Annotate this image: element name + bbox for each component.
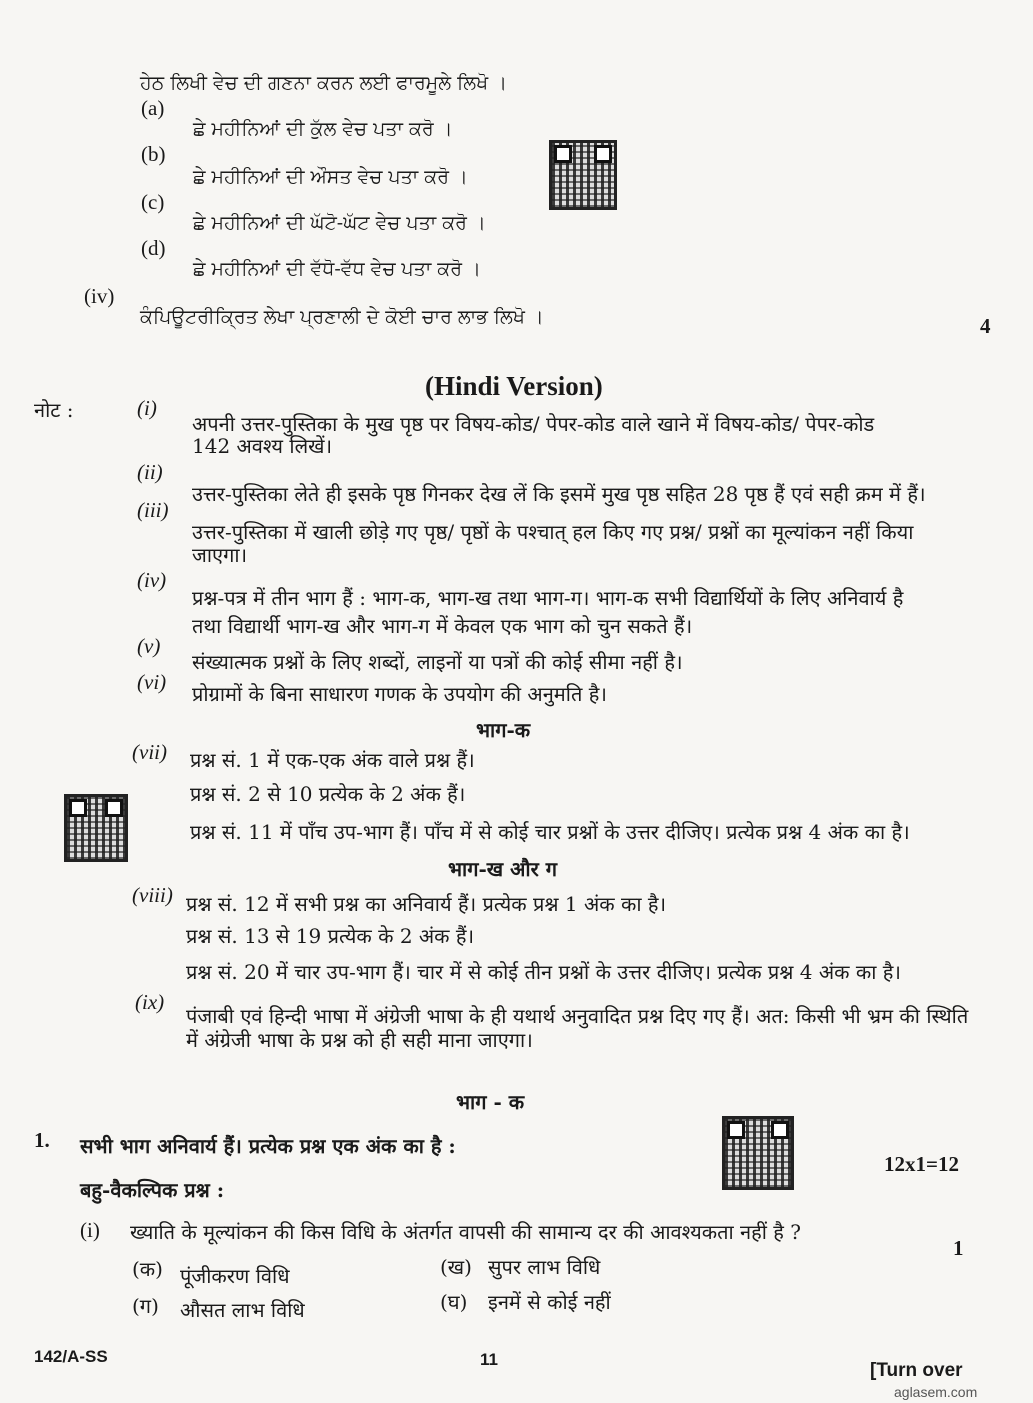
note-viii-line3: प्रश्न सं. 20 में चार उप-भाग हैं। चार में से कोई तीन प्रश्नों के उत्तर दीजिए। प्रत्येक प्रश्न 4 अंक का है। (186, 960, 901, 984)
note-viii-line2: प्रश्न सं. 13 से 19 प्रत्येक के 2 अंक हैं। (186, 924, 475, 948)
option-text: पूंजीकरण विधि (180, 1264, 290, 1288)
note-iii-line2: जाएगा। (192, 543, 248, 567)
note-iv-line1: प्रश्न-पत्र में तीन भाग हैं : भाग-क, भाग-ख तथा भाग-ग। भाग-क सभी विद्यार्थियों के लिए अनिवार्य है (192, 586, 904, 610)
note-v-text: संख्यात्मक प्रश्नों के लिए शब्दों, लाइनों या पत्रों की कोई सीमा नहीं है। (192, 650, 683, 674)
bhag-kg-heading: भाग-ख और ग (448, 857, 557, 881)
punjabi-item-label: (a) (141, 96, 165, 120)
punjabi-item-label: (d) (141, 236, 166, 260)
qr-code (64, 794, 128, 862)
question-number: 1. (34, 1128, 50, 1152)
option-text: औसत लाभ विधि (180, 1298, 305, 1322)
punjabi-item-text: ਛੇ ਮਹੀਨਿਆਂ ਦੀ ਘੱਟੋ-ਘੱਟ ਵੇਚ ਪਤਾ ਕਰੋ । (193, 212, 486, 234)
note-ii-text: उत्तर-पुस्तिका लेते ही इसके पृष्ठ गिनकर देख लें कि इसमें मुख पृष्ठ सहित 28 पृष्ठ हैं एवं सही क्रम में हैं। (192, 482, 926, 506)
punjabi-iv-label: (iv) (84, 284, 115, 308)
subquestion-text: ख्याति के मूल्यांकन की किस विधि के अंतर्गत वापसी की सामान्य दर की आवश्यकता नहीं है ? (130, 1220, 801, 1244)
bhag-k-heading: भाग-क (476, 718, 531, 742)
page-number: 11 (480, 1350, 498, 1369)
note-ix-line1: पंजाबी एवं हिन्दी भाषा में अंग्रेजी भाषा के ही यथार्थ अनुवादित प्रश्न दिए गए हैं। अत: किसी भी भ्रम की स्थिति (186, 1004, 969, 1028)
paper-code: 142/A-SS (34, 1347, 108, 1366)
note-label-iv: (iv) (137, 568, 167, 592)
option-text: सुपर लाभ विधि (488, 1255, 601, 1279)
punjabi-item-label: (c) (141, 190, 165, 214)
note-viii-line1: प्रश्न सं. 12 में सभी प्रश्न का अनिवार्य हैं। प्रत्येक प्रश्न 1 अंक का है। (186, 892, 667, 916)
note-vii-line1: प्रश्न सं. 1 में एक-एक अंक वाले प्रश्न हैं। (190, 748, 475, 772)
note-vi-text: प्रोग्रामों के बिना साधारण गणक के उपयोग की अनुमति है। (192, 682, 607, 706)
turn-over: [Turn over (870, 1360, 963, 1381)
note-label: नोट : (34, 398, 74, 422)
note-label-vi: (vi) (137, 670, 167, 694)
hindi-version-title: (Hindi Version) (425, 371, 603, 401)
note-i-line1: अपनी उत्तर-पुस्तिका के मुख पृष्ठ पर विषय-कोड/ पेपर-कोड वाले खाने में विषय-कोड/ पेपर-कोड (192, 412, 875, 436)
option-label: (ग) (132, 1294, 159, 1318)
note-label-i: (i) (137, 396, 157, 420)
note-ix-line2: में अंग्रेजी भाषा के प्रश्न को ही सही माना जाएगा। (186, 1028, 533, 1052)
subquestion-marks: 1 (953, 1236, 964, 1260)
punjabi-iv-text: ਕੰਪਿਊਟਰੀਕ੍ਰਿਤ ਲੇਖਾ ਪ੍ਰਣਾਲੀ ਦੇ ਕੋਈ ਚਾਰ ਲਾਭ ਲਿਖੋ । (140, 306, 544, 328)
note-label-vii: (vii) (132, 740, 167, 764)
punjabi-intro: ਹੇਠ ਲਿਖੀ ਵੇਚ ਦੀ ਗਣਨਾ ਕਰਨ ਲਈ ਫਾਰਮੂਲੇ ਲਿਖੋ । (140, 72, 508, 94)
note-label-iii: (iii) (137, 498, 169, 522)
question-marks: 12x1=12 (884, 1152, 959, 1176)
note-vii-line3: प्रश्न सं. 11 में पाँच उप-भाग हैं। पाँच में से कोई चार प्रश्नों के उत्तर दीजिए। प्रत्येक प्रश्न 4 अंक का है। (190, 820, 910, 844)
option-text: इनमें से कोई नहीं (488, 1290, 611, 1314)
note-label-viii: (viii) (132, 883, 173, 907)
qr-code (549, 140, 617, 210)
note-vii-line2: प्रश्न सं. 2 से 10 प्रत्येक के 2 अंक हैं। (190, 782, 466, 806)
question-subheading: बहु-वैकल्पिक प्रश्न : (80, 1178, 225, 1202)
punjabi-item-text: ਛੇ ਮਹੀਨਿਆਂ ਦੀ ਕੁੱਲ ਵੇਚ ਪਤਾ ਕਰੋ । (193, 118, 453, 140)
note-label-ii: (ii) (137, 460, 163, 484)
punjabi-iv-marks: 4 (980, 314, 991, 338)
punjabi-item-text: ਛੇ ਮਹੀਨਿਆਂ ਦੀ ਔਸਤ ਵੇਚ ਪਤਾ ਕਰੋ । (193, 166, 468, 188)
qr-code (722, 1116, 794, 1190)
question-instruction: सभी भाग अनिवार्य हैं। प्रत्येक प्रश्न एक अंक का है : (80, 1134, 456, 1158)
section-heading: भाग - क (456, 1090, 525, 1114)
note-iv-line2: तथा विद्यार्थी भाग-ख और भाग-ग में केवल एक भाग को चुन सकते हैं। (192, 614, 693, 638)
watermark: aglasem.com (894, 1384, 978, 1400)
note-label-v: (v) (137, 634, 161, 658)
note-label-ix: (ix) (135, 990, 165, 1014)
option-label: (घ) (440, 1290, 468, 1314)
option-label: (क) (132, 1257, 163, 1281)
option-label: (ख) (440, 1255, 472, 1279)
note-i-line2: 142 अवश्य लिखें। (192, 434, 333, 458)
punjabi-item-label: (b) (141, 142, 166, 166)
subquestion-label: (i) (80, 1218, 100, 1242)
punjabi-item-text: ਛੇ ਮਹੀਨਿਆਂ ਦੀ ਵੱਧੋ-ਵੱਧ ਵੇਚ ਪਤਾ ਕਰੋ । (193, 258, 481, 280)
note-iii-line1: उत्तर-पुस्तिका में खाली छोड़े गए पृष्ठ/ पृष्ठों के पश्चात् हल किए गए प्रश्न/ प्रश्नों का मूल्यांकन नहीं किया (192, 520, 914, 544)
